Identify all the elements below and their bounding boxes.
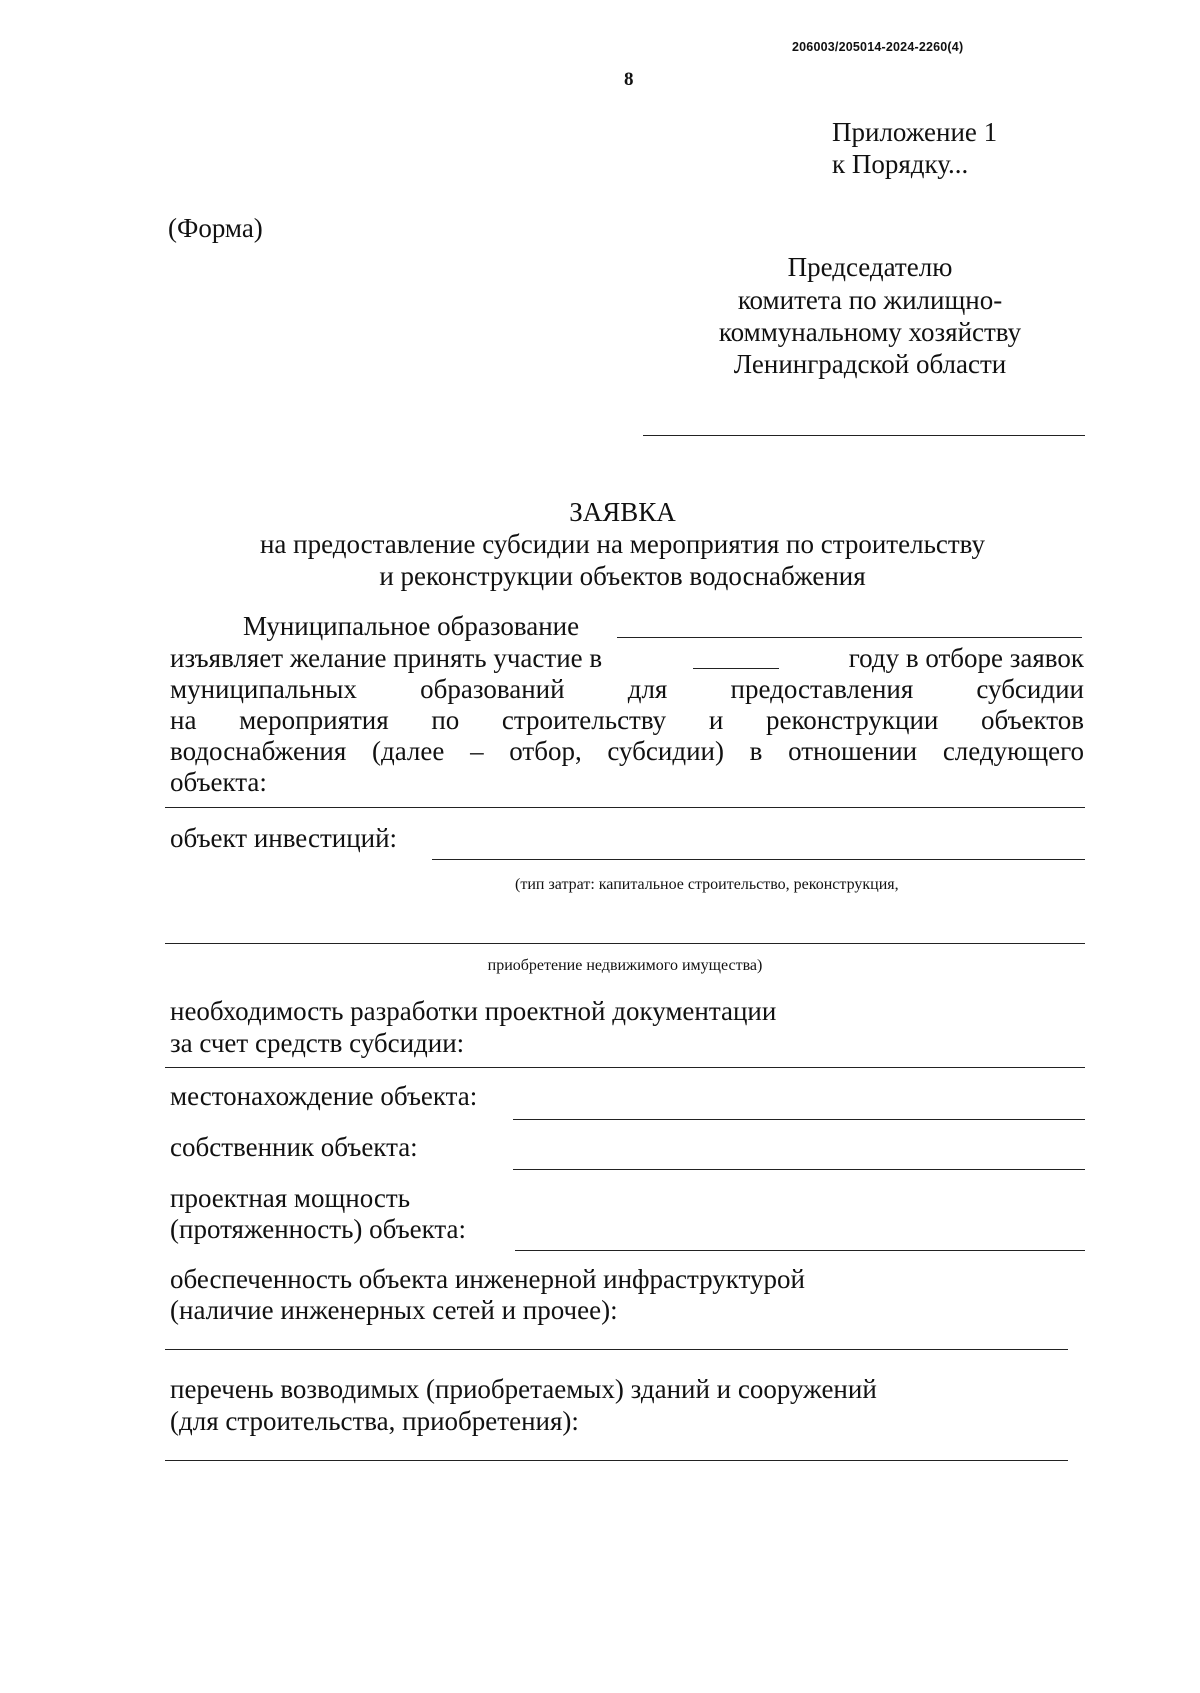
capacity-label-1: проектная мощность	[170, 1183, 411, 1213]
paragraph-line-3: муниципальных образований для предоставления субсидии	[170, 674, 1084, 704]
capacity-label-2: (протяженность) объекта:	[170, 1214, 467, 1244]
addressee-line-1: Председателю	[787, 252, 953, 282]
cost-type-hint-1: (тип затрат: капитальное строительство, реконструкция,	[515, 876, 899, 893]
participation-text-2: году в отборе заявок	[848, 643, 1084, 673]
object-field-line[interactable]	[165, 807, 1085, 808]
location-field-line[interactable]	[513, 1119, 1085, 1120]
paragraph-line-5: водоснабжения (далее – отбор, субсидии) в отношении следующего	[170, 736, 1084, 766]
municipality-label: Муниципальное образование	[243, 611, 580, 641]
capacity-field-line[interactable]	[515, 1250, 1085, 1251]
form-label: (Форма)	[168, 213, 263, 243]
investment-object-label: объект инвестиций:	[170, 823, 398, 853]
buildings-label-2: (для строительства, приобретения):	[170, 1406, 579, 1436]
cost-type-hint-2: приобретение недвижимого имущества)	[487, 957, 763, 974]
title-main: ЗАЯВКА	[569, 497, 676, 527]
addressee-signature-line[interactable]	[643, 435, 1085, 436]
owner-field-line[interactable]	[513, 1169, 1085, 1170]
investment-object-field-line[interactable]	[432, 859, 1085, 860]
infrastructure-label-2: (наличие инженерных сетей и прочее):	[170, 1295, 618, 1325]
appendix-line-1: Приложение 1	[832, 117, 998, 147]
owner-label: собственник объекта:	[170, 1132, 418, 1162]
addressee-line-4: Ленинградской области	[733, 349, 1007, 379]
title-subtitle-1: на предоставление субсидии на мероприятия по строительству	[259, 529, 985, 559]
page-number: 8	[624, 69, 634, 90]
participation-text: изъявляет желание принять участие в	[170, 643, 603, 673]
addressee-line-3: коммунальному хозяйству	[718, 317, 1022, 347]
year-field-line[interactable]	[693, 668, 779, 669]
design-docs-label-1: необходимость разработки проектной документации	[170, 996, 777, 1026]
appendix-line-2: к Порядку...	[832, 149, 969, 179]
municipality-field-line[interactable]	[617, 637, 1082, 638]
cost-type-field-line[interactable]	[165, 943, 1085, 944]
infrastructure-field-line[interactable]	[165, 1349, 1068, 1350]
title-subtitle-2: и реконструкции объектов водоснабжения	[379, 561, 866, 591]
addressee-line-2: комитета по жилищно-	[737, 285, 1003, 315]
document-number: 206003/205014-2024-2260(4)	[792, 40, 964, 54]
buildings-label-1: перечень возводимых (приобретаемых) зданий и сооружений	[170, 1374, 877, 1404]
location-label: местонахождение объекта:	[170, 1081, 478, 1111]
paragraph-line-6: объекта:	[170, 767, 267, 797]
design-docs-label-2: за счет средств субсидии:	[170, 1028, 465, 1058]
infrastructure-label-1: обеспеченность объекта инженерной инфраструктурой	[170, 1264, 805, 1294]
paragraph-line-4: на мероприятия по строительству и реконструкции объектов	[170, 705, 1084, 735]
design-docs-field-line[interactable]	[165, 1067, 1085, 1068]
buildings-field-line[interactable]	[165, 1460, 1068, 1461]
